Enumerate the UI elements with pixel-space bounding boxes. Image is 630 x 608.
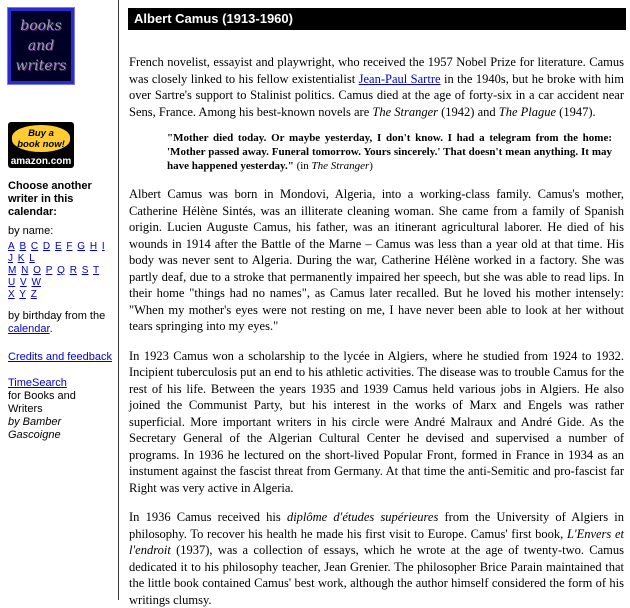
biography-paragraph-3 bbox=[129, 509, 624, 608]
alphabet-link-g[interactable]: G bbox=[77, 241, 86, 252]
amazon-buy-badge[interactable] bbox=[8, 122, 74, 168]
alphabet-link-f[interactable]: F bbox=[66, 241, 73, 252]
amazon-buy-label bbox=[12, 125, 70, 152]
text-segment: in the 1940s, but he broke with him over Sartre's support to Stalinist politics. Camus died at the age of forty-six in a car accident near Sens, France. Among his best-known novels are bbox=[129, 71, 624, 119]
alphabet-link-c[interactable]: C bbox=[30, 241, 39, 252]
alphabet-link-n[interactable]: N bbox=[21, 265, 29, 276]
text-segment: (in bbox=[293, 160, 312, 172]
alphabet-link-v[interactable]: V bbox=[20, 277, 27, 288]
main-content bbox=[119, 0, 630, 607]
logo-line: and bbox=[27, 38, 55, 54]
alphabet-link-o[interactable]: O bbox=[33, 265, 41, 276]
amazon-buy-line1: Buy a bbox=[28, 128, 54, 139]
alphabet-link-i[interactable]: I bbox=[101, 241, 105, 252]
intro-paragraph bbox=[129, 54, 624, 120]
page-title-bar bbox=[128, 8, 626, 30]
amazon-brand: amazon.com bbox=[10, 156, 72, 167]
alphabet-link-q[interactable]: Q bbox=[57, 265, 65, 276]
timesearch-block bbox=[8, 377, 112, 442]
text-segment: ) bbox=[369, 160, 373, 172]
text-segment: L'Envers et l'endroit bbox=[129, 526, 625, 557]
alphabet-link-e[interactable]: E bbox=[54, 241, 62, 252]
text-segment: from the University of Algiers in philosophy. To recover his health he made his first visit to Europe. Camus' first book, bbox=[129, 510, 624, 541]
alphabet-link-l[interactable]: L bbox=[29, 253, 35, 264]
alphabet-link-t[interactable]: T bbox=[93, 265, 100, 276]
text-segment: "Mother died today. Or maybe yesterday, I don't know. I had a telegram from the home: 'Mother passed away. Funeral tomorrow. Yours sincerely.' That doesn't mean anything. It may have happened yesterday." bbox=[167, 132, 612, 172]
alphabet-link-u[interactable]: U bbox=[8, 277, 16, 288]
page-title: Albert Camus (1913-1960) bbox=[134, 11, 293, 26]
alphabet-link-z[interactable]: Z bbox=[30, 289, 37, 300]
text-segment: (1942) and bbox=[438, 104, 499, 119]
text-segment: (1937), was a collection of essays, which he wrote at the age of twenty-two. Camus dedicated it to his philosophy teacher, Jean Grenier. The philosopher Brice Parain maintained that the little book contained Camus' best work, although the author himself considered the form of his writings clumsy. bbox=[129, 543, 624, 607]
text-segment: . bbox=[49, 323, 53, 335]
alphabet-link-s[interactable]: S bbox=[81, 265, 89, 276]
alphabet-link-x[interactable]: X bbox=[8, 289, 15, 300]
text-segment: diplôme d'études supérieures bbox=[286, 510, 439, 524]
text-segment: Albert Camus was born in Mondovi, Algeria, into a working-class family. Camus's mother, Catherine Hélène Sintés, was an illiterate cleaning woman. She came from a family of Spanish origin. Lucien Auguste Camus, his father, was an itinerant agricultural laborer. He died of his wounds in 1914 after the Battle of the Marne – Camus was less than a year old at that time. His body was never sent to Algeria. During the war, Catherine Hélène worked in a factory. She was partly deaf, due to a stroke that permanently impaired her speech, but she was able to read lips. In their home "things had no names", as Camus later recalled. But he loved his mother intensely: "When my mother's eyes were not resting on me, I have never been able to look at her without tears springing into my eyes." bbox=[129, 187, 624, 333]
credits-row bbox=[8, 351, 112, 364]
birthday-text bbox=[8, 310, 112, 336]
alphabet-row-2 bbox=[8, 265, 112, 289]
timesearch-caption: for Books and Writers bbox=[8, 390, 76, 415]
alphabet-row-3 bbox=[8, 289, 112, 301]
inline-link[interactable]: Jean-Paul Sartre bbox=[358, 71, 441, 86]
text-segment: In 1936 Camus received his bbox=[129, 510, 287, 524]
quote-block bbox=[167, 131, 612, 173]
alphabet-link-a[interactable]: A bbox=[8, 241, 15, 252]
books-and-writers-logo[interactable] bbox=[8, 8, 74, 84]
amazon-buy-line2: book now! bbox=[17, 139, 65, 150]
alphabet-link-d[interactable]: D bbox=[42, 241, 51, 252]
alphabet-link-r[interactable]: R bbox=[69, 265, 77, 276]
alphabet-link-h[interactable]: H bbox=[89, 241, 98, 252]
choose-writer-label: Choose another writer in this calendar: bbox=[8, 180, 92, 218]
alphabet-link-m[interactable]: M bbox=[8, 265, 17, 276]
alphabet-link-y[interactable]: Y bbox=[19, 289, 26, 300]
inline-link[interactable]: calendar bbox=[8, 323, 50, 335]
alphabet-link-j[interactable]: J bbox=[8, 253, 13, 264]
timesearch-author: by Bamber Gascoigne bbox=[8, 416, 62, 441]
logo-line: books bbox=[20, 18, 62, 34]
logo-line: writers bbox=[15, 58, 67, 74]
by-name-label: by name: bbox=[8, 225, 54, 237]
alphabet-row-1 bbox=[8, 241, 112, 265]
text-segment: by birthday from the bbox=[8, 310, 106, 322]
text-segment: The Plague bbox=[498, 104, 557, 119]
sidebar bbox=[0, 0, 119, 600]
text-segment: (1947). bbox=[556, 104, 596, 119]
text-segment: The Stranger bbox=[372, 104, 438, 119]
alphabet-link-k[interactable]: K bbox=[17, 253, 25, 264]
credits-feedback-link[interactable]: Credits and feedback bbox=[8, 351, 112, 363]
text-segment: The Stranger bbox=[311, 160, 370, 172]
alphabet-link-b[interactable]: B bbox=[19, 241, 27, 252]
biography-paragraph-2 bbox=[129, 348, 624, 497]
alphabet-link-p[interactable]: P bbox=[45, 265, 53, 276]
text-segment: In 1923 Camus won a scholarship to the lycée in Algiers, where he studied from 1924 to 1932. Incipient tuberculosis put an end to his athletic activities. The disease was to trouble Camus for the rest of his life. Between the years 1935 and 1939 Camus held various jobs in Algiers. He also joined the Communist Party, but his interest in the works of Marx and Engels was rather superficial. More important writers in his circle were André Malraux and André Gide. As the Secretary General of the Algerian Cultural Center he devised and supervised a number of programs. In 1936 he lectured on the short-lived Popular Front, formed in France in 1934 as an instument against the fascist threat from Germany. At that time the anti-Semitic and pro-fascist far Right was very active in Algeria. bbox=[129, 348, 624, 495]
timesearch-link[interactable]: TimeSearch bbox=[8, 377, 67, 389]
biography-paragraph-1 bbox=[129, 186, 624, 335]
text-segment: French novelist, essayist and playwright, who received the 1957 Nobel Prize for literature. Camus was closely linked to his fellow existentialist bbox=[129, 55, 624, 86]
alphabet-link-w[interactable]: W bbox=[31, 277, 41, 288]
